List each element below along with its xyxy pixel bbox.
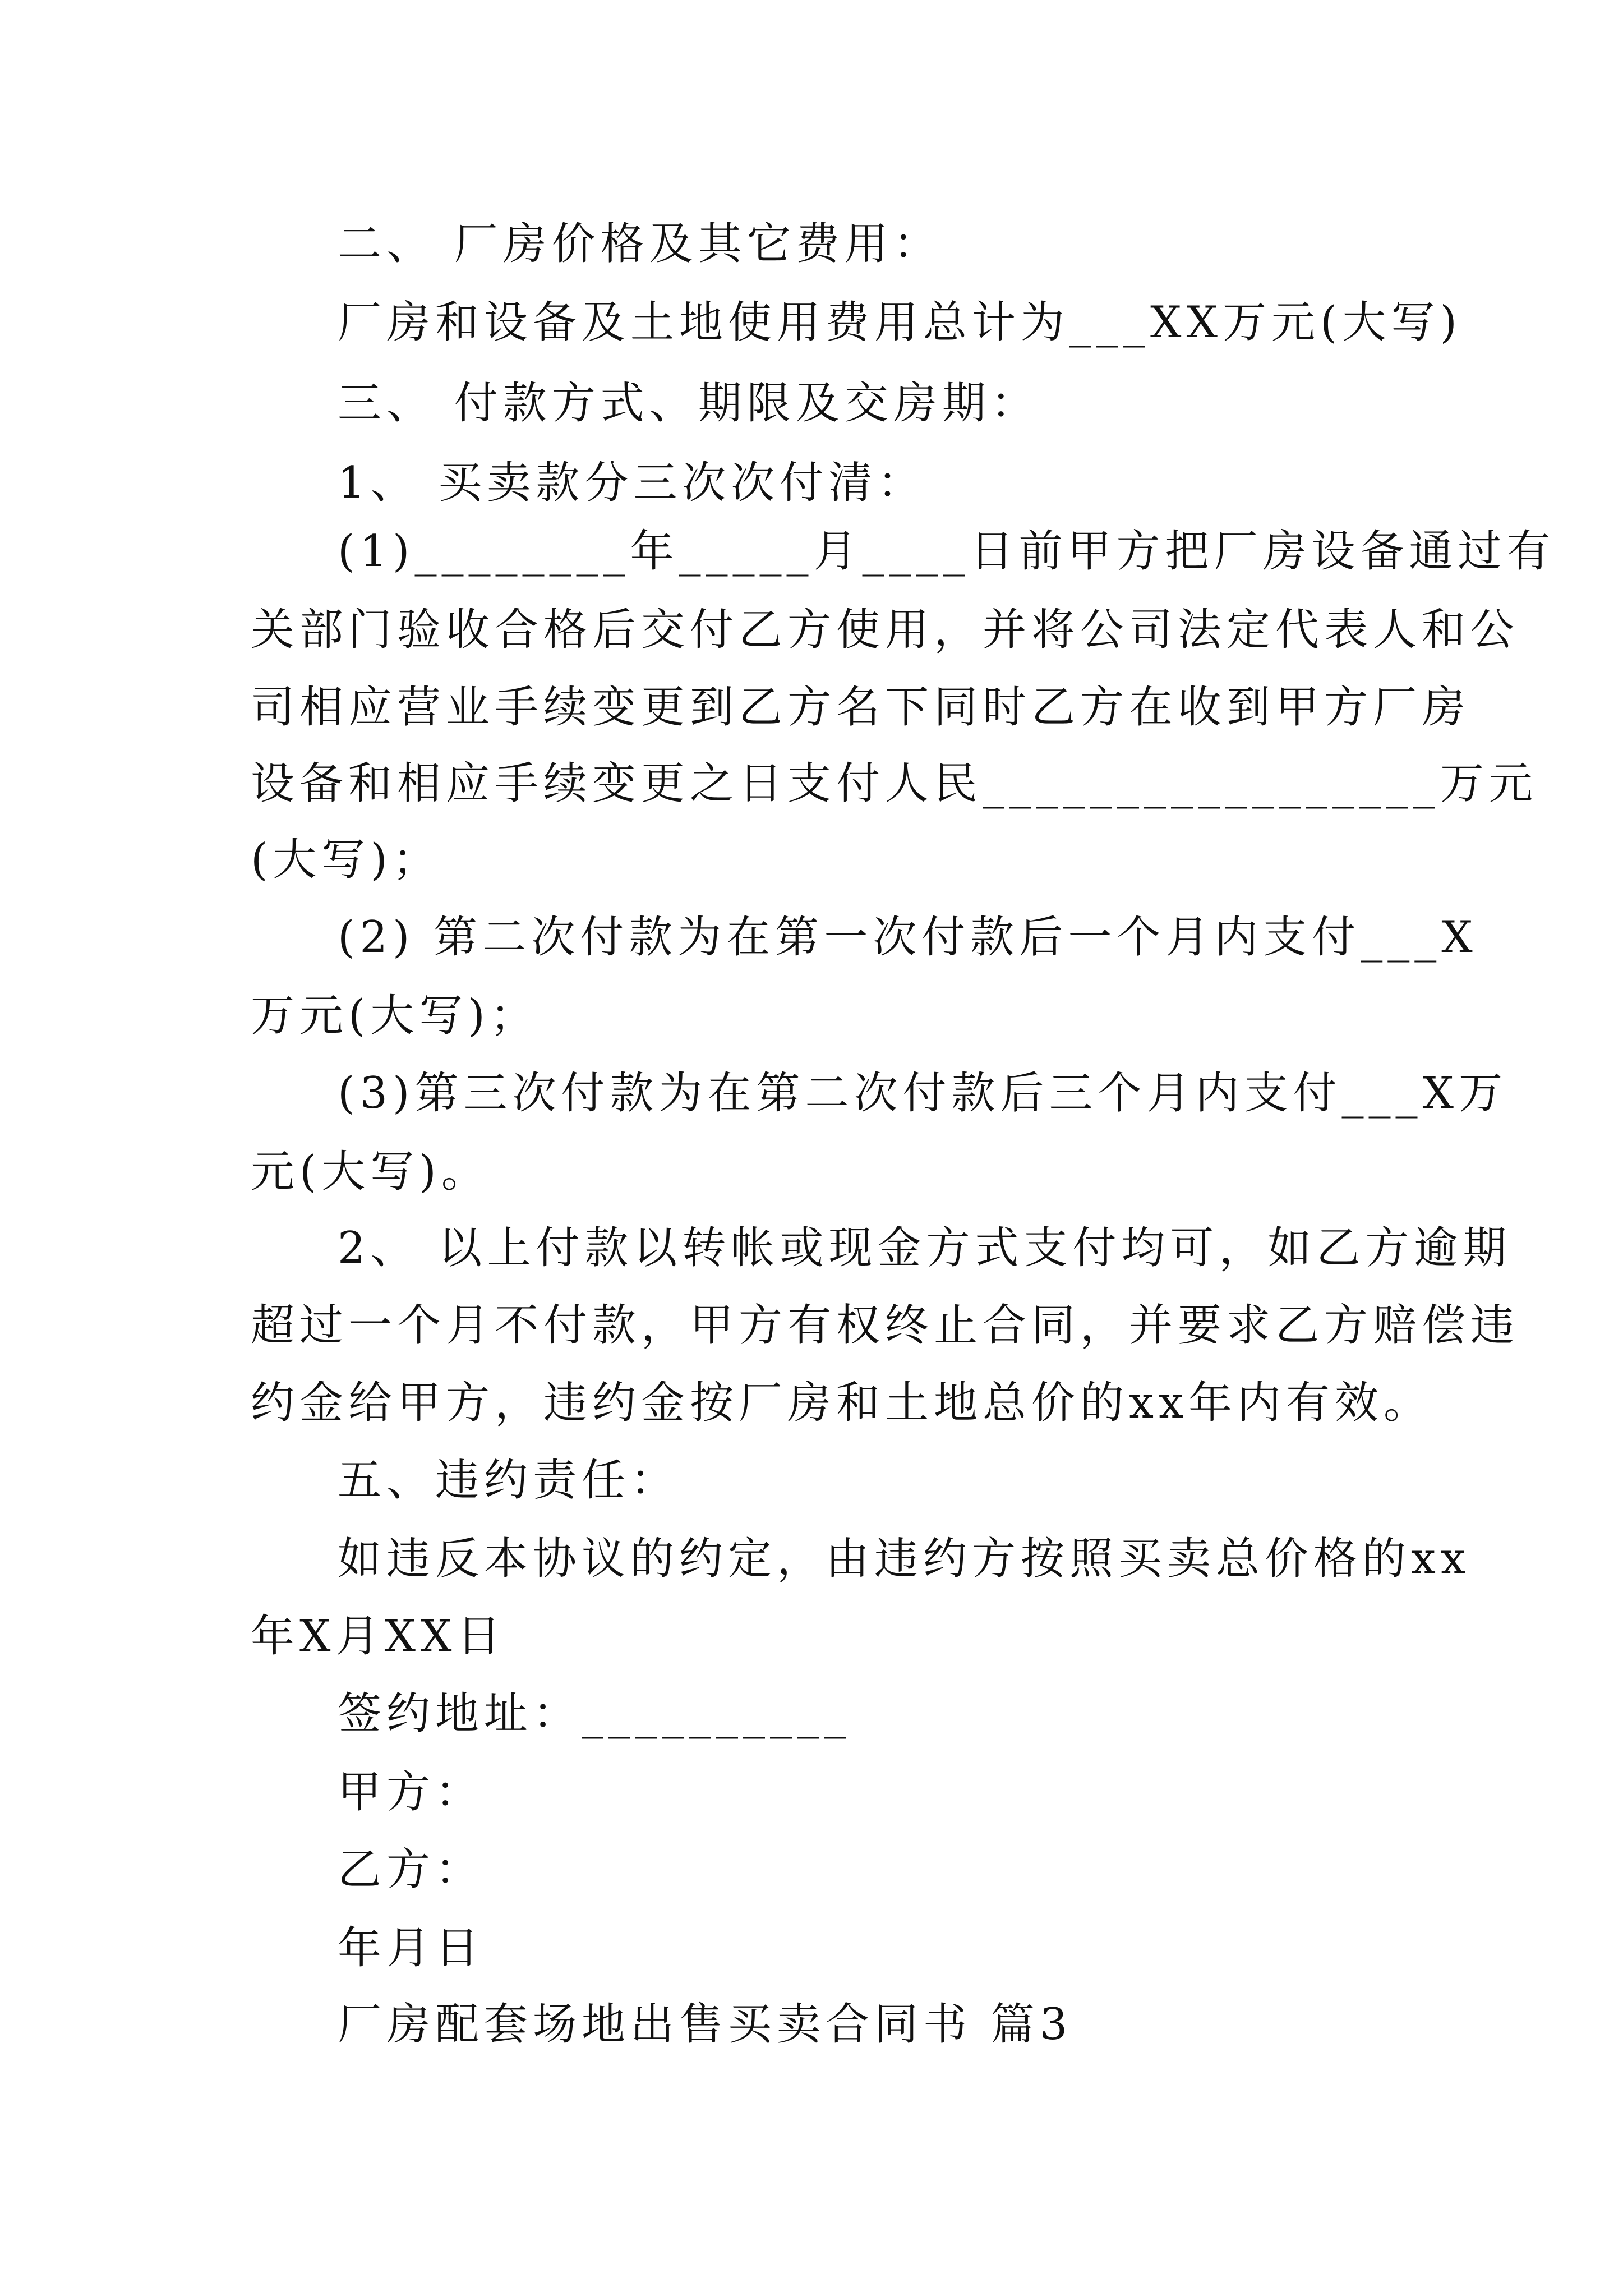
party-b-label: 乙方： [338,1844,485,1895]
paragraph-first-payment-line-3: 司相应营业手续变更到乙方名下同时乙方在收到甲方厂房 [251,682,1471,733]
signing-address: 签约地址：__________ [338,1688,851,1739]
paragraph-liability-line-1: 如违反本协议的约定，由违约方按照买卖总价格的xx [338,1534,1470,1584]
paragraph-payment-method-line-2: 超过一个月不付款，甲方有权终止合同，并要求乙方赔偿违 [251,1300,1520,1351]
paragraph-liability-line-2: 年X月XX日 [251,1611,506,1662]
paragraph-third-payment-line-1: (3)第三次付款为在第二次付款后三个月内支付___X万 [338,1068,1508,1119]
paragraph-second-payment-line-2: 万元(大写)； [251,991,539,1041]
paragraph-third-payment-line-2: 元(大写)。 [251,1147,490,1197]
paragraph-payment-method-line-3: 约金给甲方，违约金按厂房和土地总价的xx年内有效。 [251,1378,1432,1428]
paragraph-second-payment-line-1: (2) 第二次付款为在第一次付款后一个月内支付___X [338,912,1478,963]
party-a-label: 甲方： [338,1767,485,1818]
paragraph-payment-method-line-1: 2、 以上付款以转帐或现金方式支付均可，如乙方逾期 [338,1223,1512,1273]
paragraph-first-payment-line-5: (大写)； [251,835,441,885]
section-heading-price: 二、 厂房价格及其它费用： [338,219,942,269]
paragraph-first-payment-line-4: 设备和相应手续变更之日支付人民_________________万元 [251,758,1538,809]
paragraph-first-payment-line-2: 关部门验收合格后交付乙方使用，并将公司法定代表人和公 [251,605,1520,655]
paragraph-total-cost: 厂房和设备及土地使用费用总计为___XX万元(大写) [338,297,1462,348]
section-heading-payment: 三、 付款方式、期限及交房期： [338,378,1040,429]
section-heading-liability: 五、违约责任： [338,1455,680,1506]
next-contract-title: 厂房配套场地出售买卖合同书 篇3 [338,1999,1073,2050]
date-label: 年月日 [338,1923,485,1973]
paragraph-first-payment-line-1: (1)________年_____月____日前甲方把厂房设备通过有 [338,526,1556,577]
paragraph-installments: 1、 买卖款分三次次付清： [338,458,926,508]
